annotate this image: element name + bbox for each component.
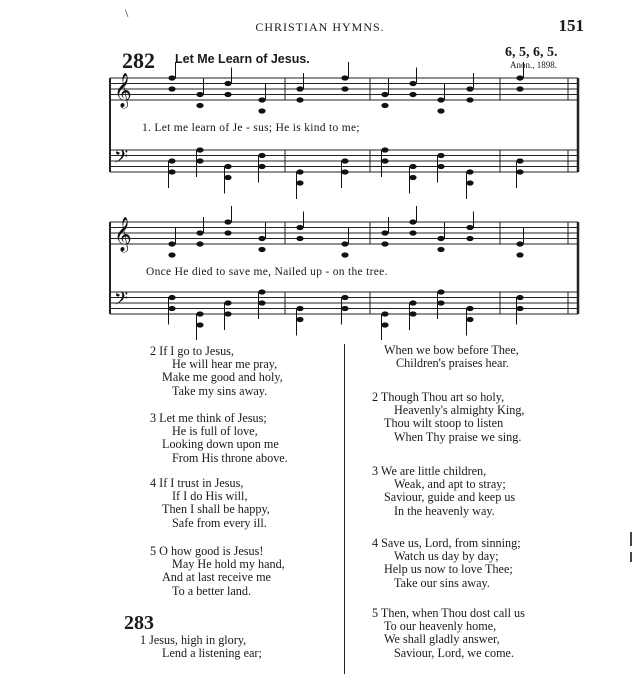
verse-line: Weak, and apt to stray; <box>394 477 506 492</box>
hymn-282-verse-3 <box>150 412 288 465</box>
note-head <box>224 92 231 97</box>
verse-line: Children's praises hear. <box>396 356 509 371</box>
note-head <box>516 241 523 246</box>
note-head <box>224 175 231 180</box>
verse-line: 5 O how good is Jesus! <box>150 544 264 558</box>
note-head <box>466 317 473 322</box>
verse-line: He will hear me pray, <box>172 357 278 372</box>
note-head <box>341 169 348 174</box>
verse-line: And at last receive me <box>162 570 271 585</box>
verse-line: 4 If I trust in Jesus, <box>150 476 244 490</box>
note-head <box>516 169 523 174</box>
note-head <box>224 230 231 235</box>
bass-clef: 𝄢 <box>114 289 129 314</box>
hymn-283-number: 283 <box>124 612 154 634</box>
note-head <box>409 230 416 235</box>
note-head <box>341 241 348 246</box>
note-head <box>224 219 231 224</box>
verse-line: In the heavenly way. <box>394 503 495 518</box>
verse-line: Take my sins away. <box>172 383 268 398</box>
hymn-282-verse-4 <box>150 477 270 530</box>
hymn-282-credit: Anon., 1898. <box>510 60 557 70</box>
note-head <box>381 241 388 246</box>
verse-line: Looking down upon me <box>162 437 279 452</box>
verse-line: Watch us day by day; <box>394 549 499 564</box>
note-head <box>196 230 203 235</box>
note-head <box>296 225 303 230</box>
note-head <box>381 147 388 152</box>
note-head <box>196 158 203 163</box>
note-head <box>409 311 416 316</box>
lyrics-text-1: 1. Let me learn of Je - sus; He is kind to me; <box>142 122 360 134</box>
note-head <box>409 175 416 180</box>
note-head <box>258 153 265 158</box>
verse-line: When Thy praise we sing. <box>394 429 522 444</box>
verse-line: He is full of love, <box>172 424 258 439</box>
note-head <box>168 75 175 80</box>
note-head <box>516 86 523 91</box>
note-head <box>381 158 388 163</box>
note-head <box>466 236 473 241</box>
note-head <box>437 236 444 241</box>
note-head <box>516 306 523 311</box>
note-head <box>516 252 523 257</box>
note-head <box>258 300 265 305</box>
note-head <box>168 295 175 300</box>
note-head <box>296 306 303 311</box>
hymn-282-number: 282 <box>122 48 155 73</box>
treble-clef: 𝄞 <box>114 217 132 252</box>
note-head <box>168 241 175 246</box>
verse-line: If I do His will, <box>172 489 248 504</box>
verse-line: Help us now to love Thee; <box>384 562 513 577</box>
note-head <box>168 306 175 311</box>
verse-line: When we bow before Thee, <box>384 343 519 357</box>
lyric-line-1 <box>142 122 360 134</box>
note-head <box>437 289 444 294</box>
note-head <box>381 311 388 316</box>
note-head <box>168 252 175 257</box>
note-head <box>437 153 444 158</box>
note-head <box>341 158 348 163</box>
note-head <box>437 247 444 252</box>
hymn-283-verse-5 <box>372 607 525 660</box>
verse-line: 4 Save us, Lord, from sinning; <box>372 536 521 550</box>
note-head <box>466 86 473 91</box>
verse-line: Thou wilt stoop to listen <box>384 416 504 431</box>
note-head <box>466 169 473 174</box>
note-head <box>296 180 303 185</box>
hymn-282-meter: 6, 5, 6, 5. <box>505 45 558 60</box>
note-head <box>516 158 523 163</box>
note-head <box>258 289 265 294</box>
verse-line: Safe from every ill. <box>172 515 267 530</box>
note-head <box>224 300 231 305</box>
note-head <box>196 147 203 152</box>
lyrics-text-2: Once He died to save me, Nailed up - on the tree. <box>146 266 388 278</box>
note-head <box>224 164 231 169</box>
note-head <box>341 252 348 257</box>
note-head <box>224 81 231 86</box>
note-head <box>168 169 175 174</box>
barlines <box>110 78 578 314</box>
verse-line: 2 Though Thou art so holy, <box>372 390 505 404</box>
hymn-283-verse-4 <box>372 537 521 590</box>
note-head <box>516 75 523 80</box>
note-head <box>296 236 303 241</box>
scan-edge-mark <box>630 552 632 562</box>
note-head <box>409 300 416 305</box>
column-divider <box>344 344 345 674</box>
verse-line: From His throne above. <box>172 450 288 465</box>
note-head <box>258 236 265 241</box>
note-head <box>381 322 388 327</box>
verse-line: Then I shall be happy, <box>162 502 270 517</box>
note-head <box>296 97 303 102</box>
note-head <box>466 225 473 230</box>
clefs <box>114 73 132 314</box>
verse-line: 2 If I go to Jesus, <box>150 344 234 358</box>
note-head <box>437 164 444 169</box>
note-head <box>409 219 416 224</box>
hymn-283-verse-3 <box>372 465 515 518</box>
note-head <box>196 103 203 108</box>
note-head <box>381 230 388 235</box>
verse-line: Lend a listening ear; <box>162 646 262 661</box>
note-head <box>258 97 265 102</box>
page-number: 151 <box>558 16 584 35</box>
verse-line: Make me good and holy, <box>162 370 283 385</box>
note-head <box>437 97 444 102</box>
bass-clef: 𝄢 <box>114 147 129 172</box>
note-head <box>224 311 231 316</box>
note-head <box>437 108 444 113</box>
note-head <box>258 108 265 113</box>
note-head <box>409 81 416 86</box>
corner-mark: \ <box>125 6 129 20</box>
hymn-282-title: Let Me Learn of Jesus. <box>175 52 310 66</box>
note-head <box>258 247 265 252</box>
verse-line: May He hold my hand, <box>172 557 285 572</box>
note-head <box>341 86 348 91</box>
note-head <box>196 311 203 316</box>
note-head <box>196 322 203 327</box>
running-head: CHRISTIAN HYMNS. <box>255 20 385 34</box>
staff-lines <box>110 78 578 314</box>
note-head <box>437 300 444 305</box>
hymn-282-verse-5 <box>150 545 285 598</box>
hymn-283-verse-2 <box>372 391 524 444</box>
verse-line: 3 We are little children, <box>372 464 487 478</box>
treble-clef: 𝄞 <box>114 73 132 108</box>
music-notation <box>0 0 640 340</box>
scan-edge-mark <box>630 532 632 546</box>
note-head <box>381 92 388 97</box>
verse-line: 5 Then, when Thou dost call us <box>372 606 525 620</box>
verse-line: 1 Jesus, high in glory, <box>140 633 247 647</box>
hymn-282-verse-2 <box>150 345 283 398</box>
note-head <box>258 164 265 169</box>
note-head <box>296 317 303 322</box>
note-head <box>341 75 348 80</box>
verse-line: Heavenly's almighty King, <box>394 403 525 418</box>
hymn-283-verse-1-end <box>384 344 519 370</box>
note-head <box>296 169 303 174</box>
verse-line: To a better land. <box>172 583 252 598</box>
note-head <box>466 180 473 185</box>
note-head <box>466 306 473 311</box>
verse-line: We shall gladly answer, <box>384 632 500 647</box>
notes <box>168 62 523 340</box>
note-head <box>466 97 473 102</box>
note-head <box>196 241 203 246</box>
note-head <box>341 306 348 311</box>
note-head <box>409 164 416 169</box>
note-head <box>381 103 388 108</box>
verse-line: Saviour, guide and keep us <box>384 490 516 505</box>
note-head <box>296 86 303 91</box>
note-head <box>196 92 203 97</box>
note-head <box>516 295 523 300</box>
verse-line: Saviour, Lord, we come. <box>394 645 514 660</box>
note-head <box>341 295 348 300</box>
note-head <box>409 92 416 97</box>
note-head <box>168 158 175 163</box>
verse-line: To our heavenly home, <box>384 619 497 634</box>
note-head <box>168 86 175 91</box>
verse-line: 3 Let me think of Jesus; <box>150 411 267 425</box>
lyric-line-2 <box>146 266 388 278</box>
verse-line: Take our sins away. <box>394 575 490 590</box>
hymn-283-verse-1-start <box>140 634 262 660</box>
